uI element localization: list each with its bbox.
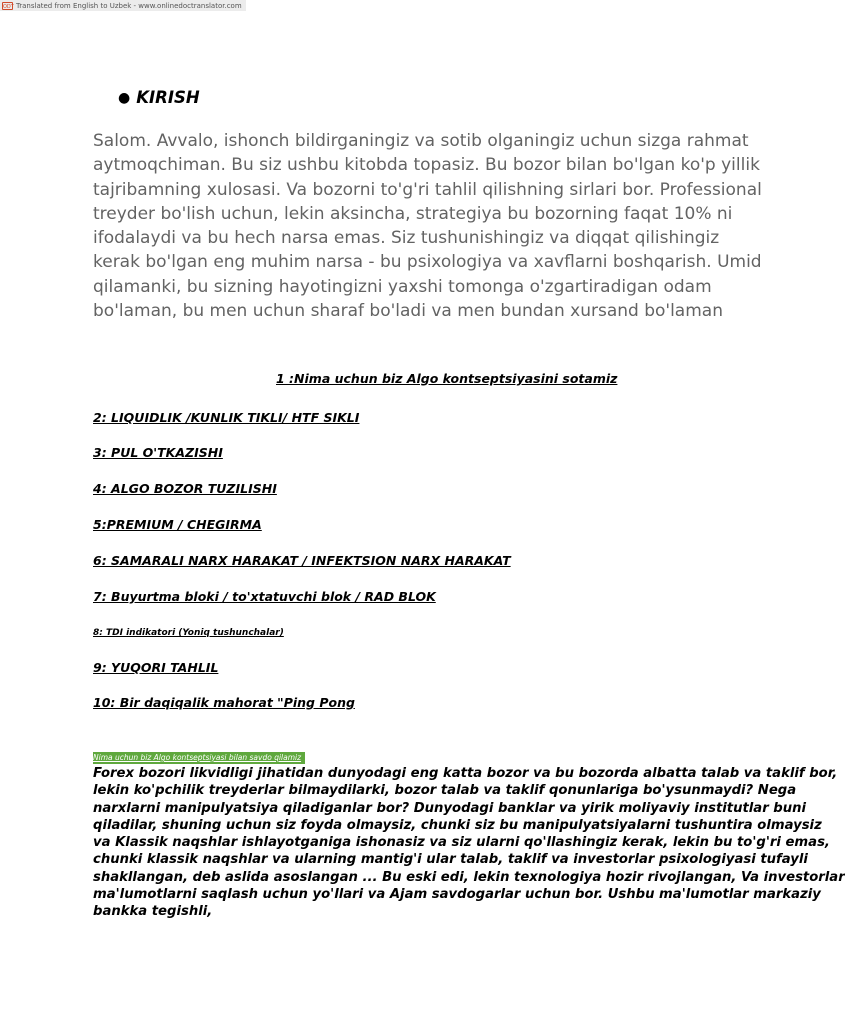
- toc-item-9[interactable]: 9: YUQORI TAHLIL: [93, 660, 219, 675]
- body-line: ma'lumotlarni saqlash uchun yo'llari va Ajam savdogarlar uchun bor. Ushbu ma'lumotlar markaziy: [93, 887, 821, 903]
- toc-item-7[interactable]: 7: Buyurtma bloki / to'xtatuvchi blok / RAD BLOK: [93, 589, 436, 604]
- toc-item-10[interactable]: 10: Bir daqiqalik mahorat "Ping Pong: [93, 695, 355, 710]
- toc-item-6[interactable]: 6: SAMARALI NARX HARAKAT / INFEKTSION NARX HARAKAT: [93, 553, 511, 568]
- body-line: shakllangan, deb aslida asoslangan ... Bu eski edi, lekin texnologiya hozir rivojlangan, Va investorlar: [93, 869, 845, 885]
- toc-item-4[interactable]: 4: ALGO BOZOR TUZILISHI: [93, 481, 277, 496]
- toc-item-5[interactable]: 5:PREMIUM / CHEGIRMA: [93, 517, 262, 532]
- toc-item-1[interactable]: 1 :Nima uchun biz Algo kontseptsiyasini sotamiz: [276, 371, 618, 386]
- banner-text[interactable]: Translated from English to Uzbek - www.onlinedoctranslator.com: [16, 1, 242, 10]
- translator-banner[interactable]: [0, 0, 246, 11]
- intro-paragraph: Salom. Avvalo, ishonch bildirganingiz va sotib olganingiz uchun sizga rahmat aytmoqchiman. Bu siz ushbu kitobda topasiz. Bu bozor bilan bo'lgan ko'p yillik tajribamning xulosasi. Va bozorni to'g'ri tahlil qilishning sirlari bor. Professional treyder bo'lish uchun, lekin aksincha, strategiya bu bozorning faqat 10% ni ifodalaydi va bu hech narsa emas. Siz tushunishingiz va diqqat qilishingiz kerak bo'lgan eng muhim narsa - bu psixologiya va xavflarni boshqarish. Umid qilamanki, bu sizning hayotingizni yaxshi tomonga o'zgartiradigan odam bo'laman, bu men uchun sharaf bo'ladi va men bundan xursand bo'laman: [93, 131, 762, 322]
- section-heading: [118, 88, 200, 107]
- document-icon: ODT: [3, 3, 14, 10]
- toc-item-2[interactable]: 2: LIQUIDLIK /KUNLIK TIKLI/ HTF SIKLI: [93, 410, 360, 425]
- toc-item-3[interactable]: 3: PUL O'TKAZISHI: [93, 445, 223, 460]
- bullet-icon: ●: [118, 89, 131, 106]
- heading-title: KIRISH: [136, 88, 200, 107]
- body-line: va Klassik naqshlar ishlayotganiga ishonasiz va siz ularni qo'llashingiz kerak, lekin bu to'g'ri emas,: [93, 835, 830, 851]
- body-line: chunki klassik naqshlar va ularning mantig'i ular talab, taklif va investorlar psixologiyasi tufayli: [93, 852, 808, 868]
- body-line: lekin ko'pchilik treyderlar bilmaydilarki, bozor talab va taklif qonunlariga bo'ysunmaydi? Nega: [93, 783, 797, 799]
- body-line: bankka tegishli,: [93, 904, 213, 920]
- body-line: Forex bozori likvidligi jihatidan dunyodagi eng katta bozor va bu bozorda albatta talab va taklif bor,: [93, 766, 838, 781]
- body-line: qiladilar, shuning uchun siz foyda olmaysiz, chunki siz bu manipulyatsiyalarni tushuntira olmaysiz: [93, 817, 822, 833]
- section-highlight-link[interactable]: Nima uchun biz Algo kontseptsiyasi bilan savdo qilamiz: [93, 752, 305, 764]
- body-line: narxlarni manipulyatsiya qiladiganlar bor? Dunyodagi banklar va yirik moliyaviy institutlar buni: [93, 800, 807, 816]
- body-paragraph: [93, 765, 845, 921]
- toc-item-8[interactable]: 8: TDI indikatori (Yoniq tushunchalar): [93, 628, 284, 638]
